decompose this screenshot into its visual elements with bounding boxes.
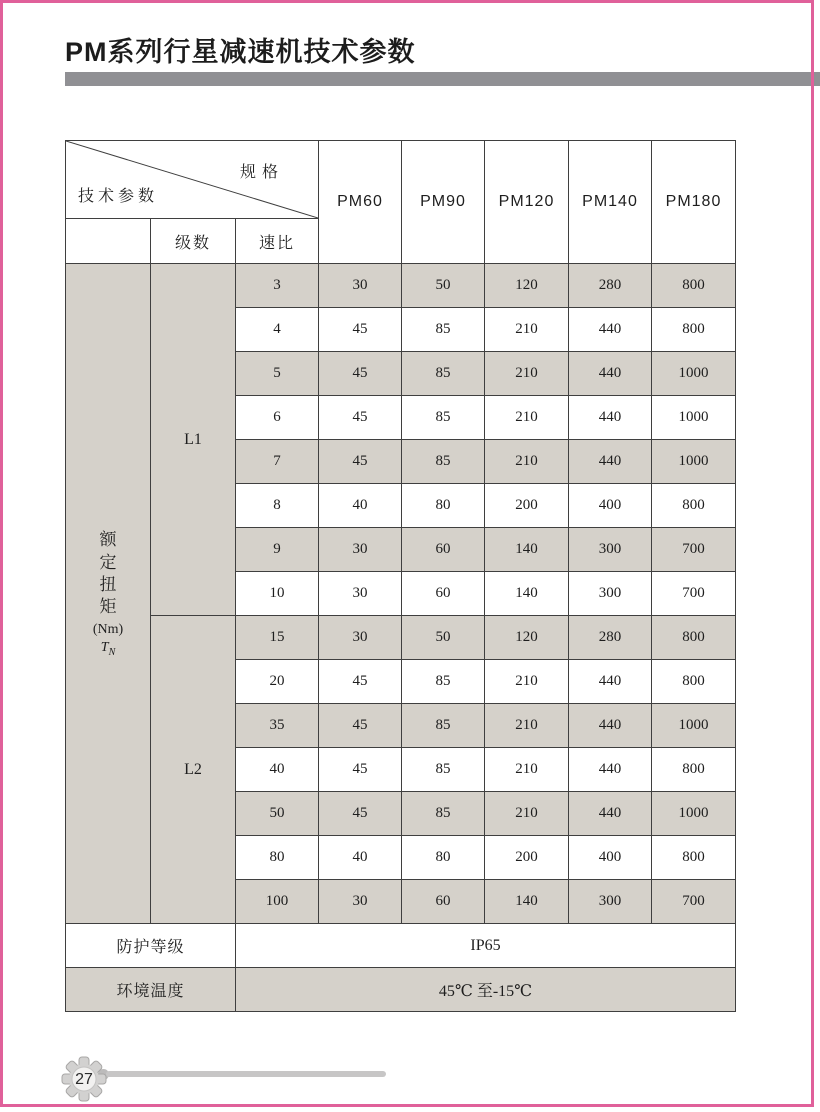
empty-header-cell (66, 219, 151, 264)
ratio-cell: 40 (236, 748, 319, 792)
value-cell: 30 (319, 880, 402, 924)
value-cell: 85 (402, 704, 485, 748)
ratio-cell: 6 (236, 396, 319, 440)
value-cell: 45 (319, 396, 402, 440)
ratio-cell: 20 (236, 660, 319, 704)
value-cell: 85 (402, 440, 485, 484)
value-cell: 50 (402, 264, 485, 308)
value-cell: 280 (569, 616, 652, 660)
value-cell: 40 (319, 836, 402, 880)
protection-class-label: 防护等级 (66, 924, 236, 968)
value-cell: 440 (569, 352, 652, 396)
value-cell: 280 (569, 264, 652, 308)
column-header-pm90: PM90 (402, 141, 485, 264)
value-cell: 200 (485, 836, 569, 880)
ratio-cell: 9 (236, 528, 319, 572)
ratio-cell: 5 (236, 352, 319, 396)
value-cell: 700 (652, 528, 736, 572)
value-cell: 30 (319, 572, 402, 616)
value-cell: 440 (569, 440, 652, 484)
value-cell: 440 (569, 748, 652, 792)
value-cell: 45 (319, 704, 402, 748)
value-cell: 120 (485, 264, 569, 308)
spec-row (66, 264, 736, 308)
stage-cell: L1 (151, 264, 236, 616)
value-cell: 60 (402, 572, 485, 616)
value-cell: 85 (402, 660, 485, 704)
value-cell: 45 (319, 748, 402, 792)
spec-row (66, 616, 736, 660)
value-cell: 80 (402, 484, 485, 528)
spec-table-body (66, 264, 736, 924)
ratio-cell: 100 (236, 880, 319, 924)
ambient-temperature-row (66, 968, 736, 1012)
value-cell: 140 (485, 880, 569, 924)
value-cell: 800 (652, 264, 736, 308)
value-cell: 1000 (652, 704, 736, 748)
value-cell: 800 (652, 308, 736, 352)
ratio-cell: 80 (236, 836, 319, 880)
value-cell: 1000 (652, 352, 736, 396)
value-cell: 440 (569, 704, 652, 748)
value-cell: 400 (569, 484, 652, 528)
value-cell: 400 (569, 836, 652, 880)
column-header-pm180: PM180 (652, 141, 736, 264)
spec-table-footer (66, 924, 736, 1012)
page-title: PM系列行星减速机技术参数 (65, 37, 416, 67)
value-cell: 210 (485, 792, 569, 836)
value-cell: 210 (485, 352, 569, 396)
value-cell: 800 (652, 660, 736, 704)
column-header-pm140: PM140 (569, 141, 652, 264)
value-cell: 45 (319, 440, 402, 484)
column-header-pm60: PM60 (319, 141, 402, 264)
value-cell: 80 (402, 836, 485, 880)
value-cell: 85 (402, 748, 485, 792)
value-cell: 45 (319, 352, 402, 396)
column-header-pm120: PM120 (485, 141, 569, 264)
torque-symbol (66, 640, 150, 658)
value-cell: 45 (319, 660, 402, 704)
value-cell: 210 (485, 660, 569, 704)
value-cell: 300 (569, 880, 652, 924)
value-cell: 1000 (652, 792, 736, 836)
ratio-cell: 15 (236, 616, 319, 660)
ratio-cell: 8 (236, 484, 319, 528)
value-cell: 85 (402, 352, 485, 396)
value-cell: 210 (485, 308, 569, 352)
value-cell: 200 (485, 484, 569, 528)
value-cell: 30 (319, 528, 402, 572)
value-cell: 1000 (652, 396, 736, 440)
value-cell: 700 (652, 880, 736, 924)
value-cell: 60 (402, 528, 485, 572)
value-cell: 210 (485, 704, 569, 748)
value-cell: 1000 (652, 440, 736, 484)
torque-symbol-t: T (100, 639, 109, 655)
value-cell: 85 (402, 308, 485, 352)
torque-symbol-sub: N (108, 646, 116, 658)
ratio-cell: 7 (236, 440, 319, 484)
value-cell: 210 (485, 440, 569, 484)
ratio-header: 速比 (236, 219, 319, 264)
value-cell: 140 (485, 528, 569, 572)
ratio-cell: 4 (236, 308, 319, 352)
value-cell: 800 (652, 484, 736, 528)
value-cell: 45 (319, 308, 402, 352)
value-cell: 85 (402, 396, 485, 440)
ratio-cell: 35 (236, 704, 319, 748)
value-cell: 300 (569, 528, 652, 572)
stage-header: 级数 (151, 219, 236, 264)
torque-vertical-label: 额定扭矩 (99, 530, 117, 616)
protection-class-value: IP65 (236, 924, 736, 968)
header-row-top (66, 141, 736, 219)
ratio-cell: 3 (236, 264, 319, 308)
value-cell: 210 (485, 748, 569, 792)
ambient-temperature-label: 环境温度 (66, 968, 236, 1012)
protection-class-row (66, 924, 736, 968)
value-cell: 800 (652, 616, 736, 660)
value-cell: 440 (569, 660, 652, 704)
value-cell: 120 (485, 616, 569, 660)
value-cell: 440 (569, 396, 652, 440)
value-cell: 50 (402, 616, 485, 660)
value-cell: 140 (485, 572, 569, 616)
diagonal-corner-cell (66, 141, 319, 219)
value-cell: 210 (485, 396, 569, 440)
torque-unit-label: (Nm) (92, 621, 124, 637)
value-cell: 440 (569, 792, 652, 836)
stage-cell: L2 (151, 616, 236, 924)
spec-table-head (66, 141, 736, 264)
value-cell: 700 (652, 572, 736, 616)
value-cell: 300 (569, 572, 652, 616)
gear-icon (61, 1055, 107, 1103)
corner-label-params: 技术参数 (78, 188, 159, 205)
footer-rule-line (106, 1071, 386, 1077)
value-cell: 60 (402, 880, 485, 924)
value-cell: 440 (569, 308, 652, 352)
value-cell: 800 (652, 748, 736, 792)
value-cell: 800 (652, 836, 736, 880)
torque-label-cell (66, 264, 151, 924)
ambient-temperature-value: 45℃ 至-15℃ (236, 968, 736, 1012)
value-cell: 40 (319, 484, 402, 528)
value-cell: 30 (319, 264, 402, 308)
value-cell: 30 (319, 616, 402, 660)
title-underline-bar (65, 72, 820, 86)
value-cell: 45 (319, 792, 402, 836)
corner-label-spec: 规格 (239, 164, 284, 181)
spec-table (65, 140, 736, 1012)
page-number: 27 (75, 1071, 93, 1088)
ratio-cell: 10 (236, 572, 319, 616)
value-cell: 85 (402, 792, 485, 836)
ratio-cell: 50 (236, 792, 319, 836)
